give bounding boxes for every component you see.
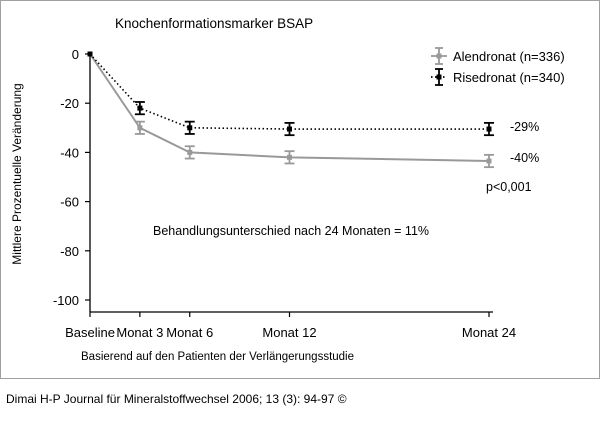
legend	[431, 48, 565, 85]
series-line	[90, 54, 489, 129]
x-axis-label: Basierend auf den Patienten der Verlängerungsstudie	[81, 351, 355, 363]
data-point	[487, 159, 492, 164]
y-tick-label: -40	[60, 145, 79, 161]
legend-label: Alendronat (n=336)	[453, 49, 565, 64]
data-point	[137, 106, 142, 111]
data-point	[187, 125, 192, 130]
data-point	[487, 127, 492, 132]
data-point	[88, 52, 93, 57]
series-alendronat	[88, 52, 495, 168]
legend-marker	[437, 54, 442, 59]
axes	[90, 54, 493, 312]
y-ticks	[53, 47, 90, 308]
alendronat-end-label: -40%	[510, 151, 540, 165]
y-tick-label: -80	[60, 243, 79, 259]
x-tick-label: Monat 12	[262, 325, 317, 340]
bsap-line-chart	[1, 1, 599, 378]
series-risedronat	[88, 52, 495, 136]
data-point	[287, 127, 292, 132]
data-point	[137, 125, 142, 130]
legend-marker	[437, 75, 442, 80]
risedronat-end-label: -29%	[510, 120, 540, 134]
legend-entry-alendronat	[431, 48, 565, 64]
data-point	[187, 150, 192, 155]
legend-label: Risedronat (n=340)	[453, 70, 565, 85]
y-tick-label: -100	[52, 293, 79, 308]
x-tick-label: Monat 3	[116, 325, 164, 340]
legend-entry-risedronat	[431, 69, 565, 85]
x-tick-label: Baseline	[65, 325, 115, 340]
series-line	[90, 54, 489, 161]
y-tick-label: -60	[60, 194, 79, 210]
y-axis-label: Mittlere Prozentuelle Veränderung	[10, 83, 24, 265]
treatment-difference-annotation: Behandlungsunterschied nach 24 Monaten = 11%	[153, 224, 430, 238]
chart-title: Knochenformationsmarker BSAP	[115, 16, 314, 31]
source-citation: Dimai H-P Journal für Mineralstoffwechsel 2006; 13 (3): 94-97 ©	[6, 392, 347, 406]
plot-area	[88, 52, 495, 168]
x-tick-label: Monat 24	[461, 325, 517, 340]
data-point	[287, 155, 292, 160]
significance-label: p<0,001	[486, 180, 532, 194]
y-tick-label: 0	[71, 47, 79, 62]
y-tick-label: -20	[60, 96, 79, 112]
x-tick-label: Monat 6	[166, 325, 214, 340]
x-ticks	[65, 312, 516, 340]
